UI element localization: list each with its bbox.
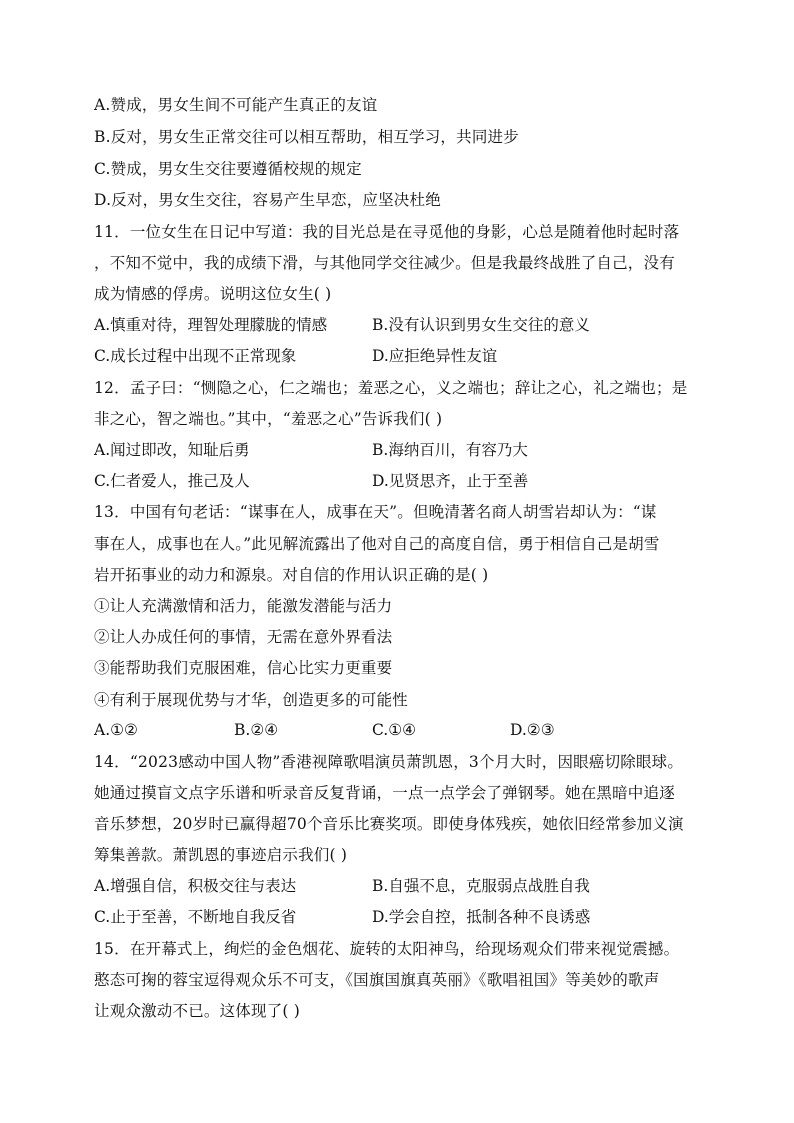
- q12-option-a: A.闻过即改，知耻后勇: [94, 441, 250, 459]
- q13-option-b: B.②④: [234, 721, 279, 739]
- q13-options-row: [94, 720, 704, 740]
- q12-stem-line: 非之心，智之端也。”其中，“羞恶之心”告诉我们( ): [94, 410, 443, 428]
- q11-options-row: [94, 346, 704, 366]
- q13-stem-line: 岩开拓事业的动力和源泉。对自信的作用认识正确的是( ): [94, 566, 489, 584]
- q10-option-c: C.赞成，男女生交往要遵循校规的规定: [94, 160, 362, 178]
- q13-stem-line: 13．中国有句老话：“谋事在人，成事在天”。但晚清著名商人胡雪岩却认为：“谋: [94, 503, 657, 521]
- q12-option-c: C.仁者爱人，推己及人: [94, 472, 250, 490]
- q12-options-row: [94, 440, 704, 460]
- q14-options-row: [94, 876, 704, 896]
- q14-stem-line: 筹集善款。萧凯恩的事迹启示我们( ): [94, 846, 348, 864]
- q10-option-b: B.反对，男女生正常交往可以相互帮助，相互学习，共同进步: [94, 128, 519, 146]
- q14-options-row: [94, 907, 704, 927]
- q11-option-d: D.应拒绝异性友谊: [372, 347, 498, 365]
- q14-option-a: A.增强自信，积极交往与表达: [94, 877, 297, 895]
- q13-statement: ③能帮助我们克服困难，信心比实力更重要: [94, 659, 393, 677]
- q14-option-d: D.学会自控，抵制各种不良诱惑: [372, 908, 591, 926]
- q12-option-d: D.见贤思齐，止于至善: [372, 472, 529, 490]
- q13-option-d: D.②③: [510, 721, 555, 739]
- q11-stem-line: ，不知不觉中，我的成绩下滑，与其他同学交往减少。但是我最终战胜了自己，没有: [94, 254, 675, 272]
- q15-stem-line: 憨态可掬的蓉宝逗得观众乐不可支，《国旗国旗真英丽》《歌唱祖国》等美妙的歌声: [94, 971, 660, 989]
- q11-options-row: [94, 315, 704, 335]
- q15-stem-line: 15．在开幕式上，绚烂的金色烟花、旋转的太阳神鸟，给现场观众们带来视觉震撼。: [94, 940, 680, 958]
- q13-statement: ①让人充满激情和活力，能激发潜能与活力: [94, 597, 393, 615]
- q15-stem-line: 让观众激动不已。这体现了( ): [94, 1002, 301, 1020]
- q12-option-b: B.海纳百川，有容乃大: [372, 441, 528, 459]
- q11-option-a: A.慎重对待，理智处理朦胧的情感: [94, 316, 328, 334]
- q13-statement: ④有利于展现优势与才华，创造更多的可能性: [94, 691, 409, 709]
- q13-option-c: C.①④: [372, 721, 417, 739]
- q13-statement: ②让人办成任何的事情，无需在意外界看法: [94, 628, 393, 646]
- q11-stem-line: 11．一位女生在日记中写道：我的目光总是在寻觅他的身影，心总是随着他时起时落: [94, 223, 680, 241]
- q13-option-a: A.①②: [94, 721, 138, 739]
- q14-stem-line: 音乐梦想，20岁时已赢得超70个音乐比赛奖项。即使身体残疾，她依旧经常参加义演: [94, 815, 684, 833]
- q14-stem-line: 14．“2023感动中国人物”香港视障歌唱演员萧凯恩，3个月大时，因眼癌切除眼球。: [94, 753, 684, 771]
- q10-option-a: A.赞成，男女生间不可能产生真正的友谊: [94, 96, 378, 114]
- q10-option-d: D.反对，男女生交往，容易产生早恋，应坚决杜绝: [94, 191, 441, 209]
- q11-stem-line: 成为情感的俘虏。说明这位女生( ): [94, 285, 332, 303]
- q11-option-c: C.成长过程中出现不正常现象: [94, 347, 297, 365]
- q14-stem-line: 她通过摸盲文点字乐谱和听录音反复背诵，一点一点学会了弹钢琴。她在黑暗中追逐: [94, 784, 675, 802]
- q12-stem-line: 12．孟子曰：“恻隐之心，仁之端也；羞恶之心，义之端也；辞让之心，礼之端也；是: [94, 379, 688, 397]
- q11-option-b: B.没有认识到男女生交往的意义: [372, 316, 590, 334]
- q14-option-c: C.止于至善，不断地自我反省: [94, 908, 297, 926]
- q12-options-row: [94, 471, 704, 491]
- q14-option-b: B.自强不息，克服弱点战胜自我: [372, 877, 590, 895]
- q13-stem-line: 事在人，成事也在人。”此见解流露出了他对自己的高度自信，勇于相信自己是胡雪: [94, 535, 660, 553]
